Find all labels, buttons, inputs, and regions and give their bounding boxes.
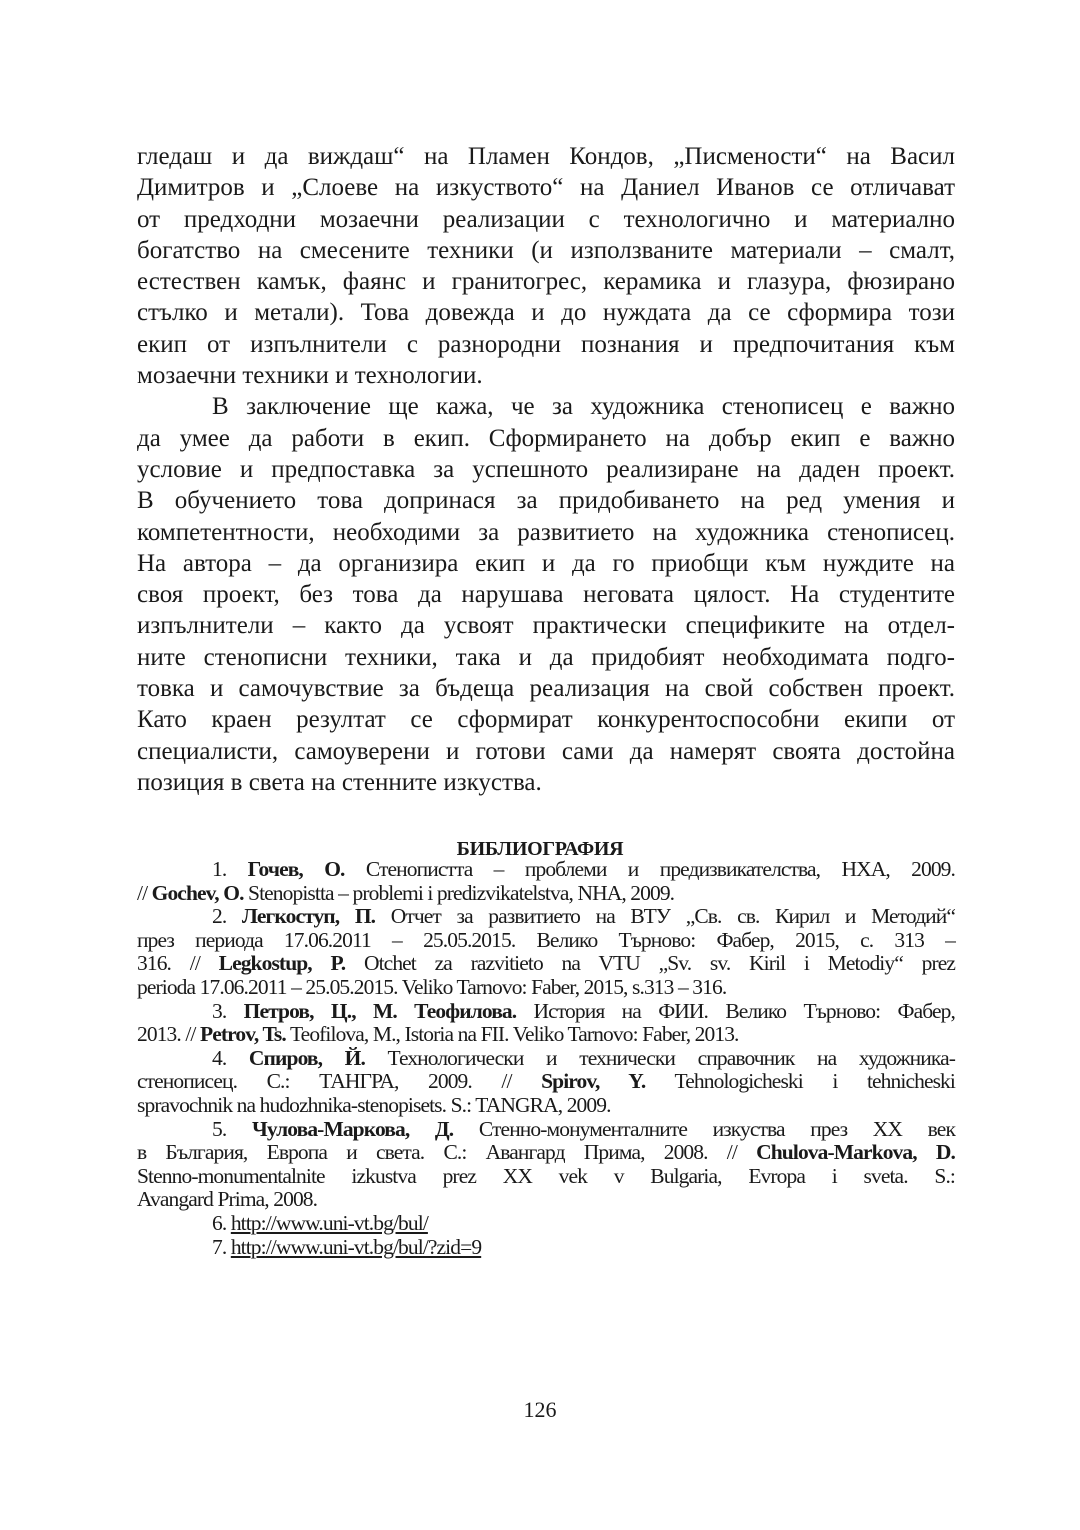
- bibliography-line: [137, 905, 955, 929]
- reference-text: История на ФИИ. Велико Търново: Фабер,: [516, 998, 955, 1023]
- reference-link[interactable]: http://www.uni-vt.bg/bul/?zid=9: [230, 1234, 482, 1259]
- bibliography-line: [137, 1023, 955, 1047]
- text-line: В обучението това допринася за придобиването на ред умения и: [137, 487, 955, 515]
- author-name: Legkostup, P.: [218, 951, 346, 976]
- bibliography-list: [137, 858, 955, 1259]
- text-line: естествен камък, фаянс и гранитогрес, керамика и глазура, фюзирано: [137, 268, 955, 296]
- author-name: Chulova-Markova, D.: [756, 1140, 955, 1165]
- reference-text: Стенно-монументалните изкуства през XX век: [453, 1116, 955, 1141]
- reference-link[interactable]: http://www.uni-vt.bg/bul/: [230, 1210, 428, 1235]
- text-line: условие и предпоставка за успешното реализиране на даден проект.: [137, 455, 955, 483]
- text-line: ните стенописни техники, така и да придобият необходимата подго-: [137, 643, 955, 671]
- author-name: Spirov, Y.: [541, 1069, 646, 1094]
- reference-text: 6.: [212, 1210, 231, 1235]
- author-name: Petrov, Ts.: [199, 1022, 286, 1047]
- reference-text: 316. //: [137, 951, 219, 976]
- bibliography-line: [137, 952, 955, 976]
- reference-text: Avangard Prima, 2008.: [137, 1187, 318, 1212]
- reference-text: //: [137, 880, 152, 905]
- bibliography-line: [137, 1000, 955, 1024]
- text-line: изпълнители – както да усвоят практически спецификите на отдел-: [137, 612, 955, 640]
- text-line: специалисти, самоуверени и готови сами да намерят своята достойна: [137, 737, 955, 765]
- text-line: На автора – да организира екип и да го приобщи към нуждите на: [137, 549, 955, 577]
- text-line: товка и самочувствие за бъдеща реализация на свой собствен проект.: [137, 675, 955, 703]
- text-line: позиция в света на стенните изкуства.: [137, 768, 542, 796]
- text-line: Димитров и „Слоеве на изкуството“ на Даниел Иванов се отличават: [137, 174, 955, 202]
- page-number: 126: [523, 1397, 557, 1422]
- text-line: своя проект, без това да нарушава неговата цялост. На студентите: [137, 581, 955, 609]
- text-line: богатство на смесените техники (и използваните материали – смалт,: [137, 236, 955, 264]
- author-name: Gochev, O.: [151, 880, 244, 905]
- reference-text: Stenopistta – problemi i predizvikatelstva, NHA, 2009.: [243, 880, 675, 905]
- reference-text: 2013. //: [137, 1022, 200, 1047]
- bibliography-line: [137, 1047, 955, 1071]
- bibliography-line: [137, 1188, 955, 1212]
- author-name: Легкоступ, П.: [241, 904, 376, 929]
- reference-text: 5.: [212, 1116, 252, 1141]
- text-line: Като краен резултат се сформират конкурентоспособни екипи от: [137, 706, 955, 734]
- reference-text: Стенопистта – проблеми и предизвикателства, НХА, 2009.: [344, 857, 956, 881]
- bibliography-line: [137, 1094, 955, 1118]
- bibliography-line: [137, 1212, 955, 1236]
- reference-text: 4.: [212, 1045, 249, 1070]
- bibliography-line: [137, 882, 955, 906]
- reference-text: 7.: [212, 1234, 231, 1259]
- text-line: стълко и метали). Това довежда и до нуждата да се сформира този: [137, 299, 955, 327]
- bibliography-heading: БИБЛИОГРАФИЯ: [456, 838, 624, 860]
- reference-text: perioda 17.06.2011 – 25.05.2015. Veliko Tarnovo: Faber, 2015, s.313 – 316.: [137, 974, 727, 999]
- reference-text: spravochnik na hudozhnika-stenopisets. S.: TANGRA, 2009.: [137, 1092, 611, 1117]
- text-line: В заключение ще кажа, че за художника стенописец е важно: [212, 393, 955, 421]
- text-line: гледаш и да виждаш“ на Пламен Кондов, „Писмености“ на Васил: [137, 143, 955, 170]
- reference-text: Tehnologicheski i tehnicheski: [645, 1069, 955, 1094]
- author-name: Петров, Ц., М. Теофилова.: [243, 998, 517, 1023]
- reference-text: Отчет за развитието на ВТУ „Св. св. Кирил и Методий“: [375, 904, 956, 929]
- reference-text: Stenno-monumentalnite izkustva prez XX vek v Bulgaria, Evropa i sveta. S.:: [137, 1163, 955, 1188]
- reference-text: стенописец. С.: ТАНГРА, 2009. //: [137, 1069, 542, 1094]
- author-name: Гочев, О.: [247, 857, 345, 881]
- reference-text: през периода 17.06.2011 – 25.05.2015. Велико Търново: Фабер, 2015, с. 313 –: [137, 927, 955, 952]
- bibliography-line: [137, 929, 955, 953]
- bibliography-line: [137, 1141, 955, 1165]
- text-line: от предходни мозаечни реализации с технологично и материално: [137, 205, 955, 233]
- bibliography-line: [137, 1165, 955, 1189]
- reference-text: в България, Европа и света. С.: Авангард Прима, 2008. //: [137, 1140, 757, 1165]
- text-line: екип от изпълнители с разнородни познания и предпочитания към: [137, 330, 955, 358]
- reference-text: Teofilova, M., Istoria na FII. Veliko Tarnovo: Faber, 2013.: [285, 1022, 739, 1047]
- bibliography-line: [137, 1118, 955, 1142]
- body-text: [137, 141, 955, 798]
- text-line: компетентности, необходими за развитието на художника стенописец.: [137, 518, 955, 546]
- reference-text: Технологически и технически справочник на художника-: [364, 1045, 955, 1070]
- bibliography-line: [137, 858, 955, 882]
- reference-text: 3.: [212, 998, 244, 1023]
- bibliography-line: [137, 1070, 955, 1094]
- text-line: да умее да работи в екип. Сформирането на добър екип е важно: [137, 424, 955, 452]
- bibliography-line: [137, 1236, 955, 1260]
- reference-text: 1.: [212, 857, 248, 881]
- author-name: Чулова-Маркова, Д.: [251, 1116, 454, 1141]
- author-name: Спиров, Й.: [248, 1045, 365, 1070]
- bibliography-line: [137, 976, 955, 1000]
- reference-text: 2.: [212, 904, 242, 929]
- reference-text: Otchet za razvitieto na VTU „Sv. sv. Kiril i Metodiy“ prez: [345, 951, 955, 976]
- text-line: мозаечни техники и технологии.: [137, 362, 483, 390]
